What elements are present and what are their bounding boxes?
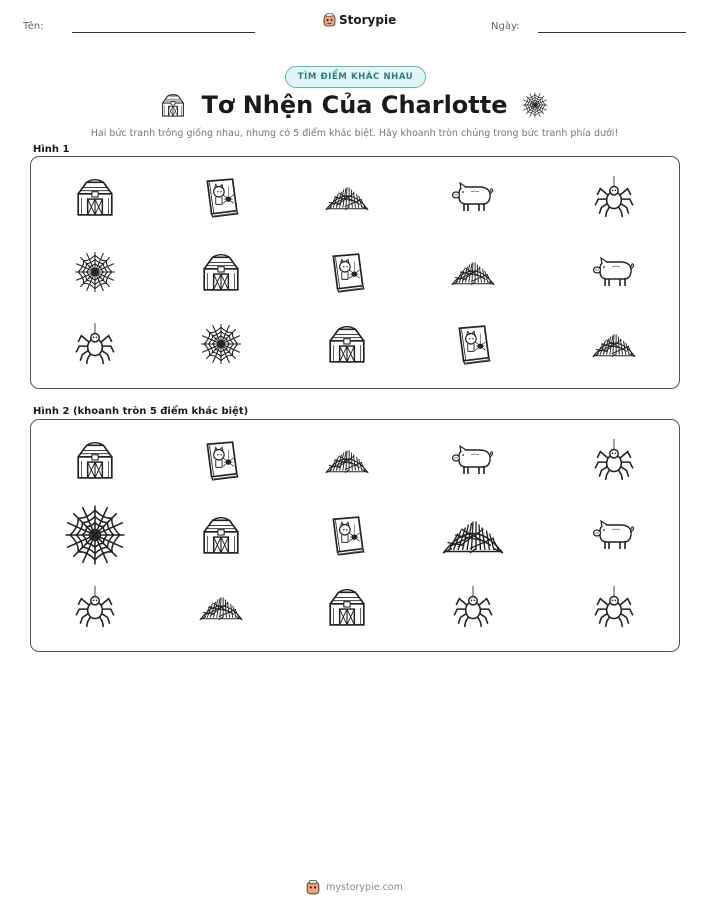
name-line <box>72 32 255 33</box>
barn-icon[interactable] <box>74 176 116 218</box>
book-icon[interactable] <box>200 176 242 218</box>
picture-2-label: Hình 2 (khoanh tròn 5 điểm khác biệt) <box>33 406 249 417</box>
barn-icon[interactable] <box>326 586 368 628</box>
spider-icon[interactable] <box>452 586 494 628</box>
storypie-logo <box>323 13 396 27</box>
brand-name: Storypie <box>339 13 397 27</box>
spider-icon[interactable] <box>593 176 635 218</box>
barn-icon[interactable] <box>74 439 116 481</box>
pig-icon[interactable] <box>451 443 495 477</box>
hay-pile-icon[interactable] <box>590 328 638 360</box>
pig-icon[interactable] <box>451 180 495 214</box>
pig-icon[interactable] <box>592 518 636 552</box>
barn-icon[interactable] <box>200 251 242 293</box>
footer <box>0 880 709 895</box>
hay-pile-icon[interactable] <box>323 181 371 213</box>
barn-icon[interactable] <box>326 323 368 365</box>
hay-pile-icon[interactable] <box>449 256 497 288</box>
barn-icon[interactable] <box>200 514 242 556</box>
book-icon[interactable] <box>200 439 242 481</box>
storypie-mascot-icon <box>323 13 336 27</box>
spider-web-icon <box>522 92 548 122</box>
spider-web-icon[interactable] <box>200 323 242 365</box>
picture-1-label: Hình 1 <box>33 144 70 155</box>
instructions-text: Hai bức tranh trông giống nhau, nhưng có 5 điểm khác biệt. Hãy khoanh tròn chúng trong bức tranh phía dưới! <box>90 128 619 139</box>
book-icon[interactable] <box>452 323 494 365</box>
spider-web-icon[interactable] <box>74 251 116 293</box>
spider-icon[interactable] <box>593 439 635 481</box>
hay-pile-icon[interactable] <box>440 512 506 558</box>
name-label: Tên: <box>23 21 44 32</box>
spider-icon[interactable] <box>74 323 116 365</box>
hay-pile-icon[interactable] <box>197 591 245 623</box>
picture-1-panel <box>30 156 680 389</box>
activity-badge: TÌM ĐIỂM KHÁC NHAU <box>285 66 426 88</box>
footer-url: mystorypie.com <box>326 882 403 893</box>
date-line <box>538 32 686 33</box>
storypie-mascot-icon <box>306 880 320 895</box>
date-label: Ngày: <box>491 21 520 32</box>
picture-2-panel <box>30 419 680 652</box>
page-title: Tơ Nhện Của Charlotte <box>201 91 508 119</box>
pig-icon[interactable] <box>592 255 636 289</box>
book-icon[interactable] <box>326 514 368 556</box>
spider-icon[interactable] <box>593 586 635 628</box>
book-icon[interactable] <box>326 251 368 293</box>
spider-icon[interactable] <box>74 586 116 628</box>
hay-pile-icon[interactable] <box>323 444 371 476</box>
spider-web-icon[interactable] <box>64 504 126 566</box>
